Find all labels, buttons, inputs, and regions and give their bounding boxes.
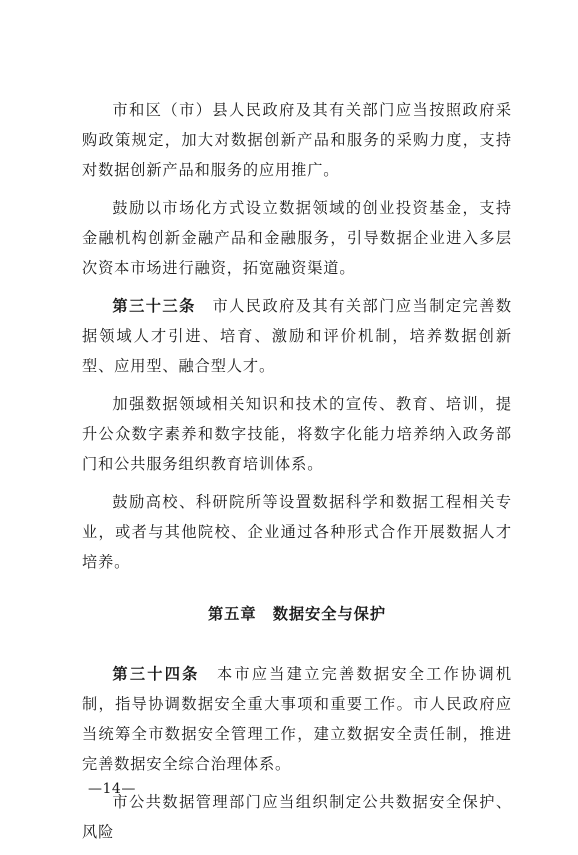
paragraph-talent-training xyxy=(82,487,512,577)
article-number: 第三十四条 xyxy=(112,665,200,683)
chapter-title: 第五章 数据安全与保护 xyxy=(207,605,387,623)
page-number: —14— xyxy=(88,781,136,797)
paragraph-text: 市和区（市）县人民政府及其有关部门应当按照政府采购政策规定，加大对数据创新产品和服务的采购力度，支持对数据创新产品和服务的应用推广。 xyxy=(82,101,512,179)
paragraph-text: 本市应当建立完善数据安全工作协调机制，指导协调数据安全重大事项和重要工作。市人民政府应当统筹全市数据安全管理工作，建立数据安全责任制，推进完善数据安全综合治理体系。 xyxy=(82,665,513,773)
document-body xyxy=(82,95,512,855)
paragraph-article-34 xyxy=(82,659,512,779)
paragraph-text: 加强数据领域相关知识和技术的宣传、教育、培训，提升公众数字素养和数字技能，将数字化能力培养纳入政务部门和公共服务组织教育培训体系。 xyxy=(82,395,512,473)
paragraph-digital-literacy xyxy=(82,389,512,479)
article-number: 第三十三条 xyxy=(112,297,196,315)
paragraph-public-data-security xyxy=(82,787,512,847)
paragraph-article-33 xyxy=(82,291,512,381)
paragraph-investment-fund xyxy=(82,193,512,283)
paragraph-text: 市公共数据管理部门应当组织制定公共数据安全保护、风险 xyxy=(82,793,512,841)
paragraph-text: 市人民政府及其有关部门应当制定完善数据领域人才引进、培育、激励和评价机制，培养数据创新型、应用型、融合型人才。 xyxy=(82,297,512,375)
paragraph-procurement xyxy=(82,95,512,185)
paragraph-text: 鼓励以市场化方式设立数据领域的创业投资基金，支持金融机构创新金融产品和金融服务，引导数据企业进入多层次资本市场进行融资，拓宽融资渠道。 xyxy=(82,199,512,277)
paragraph-text: 鼓励高校、科研院所等设置数据科学和数据工程相关专业，或者与其他院校、企业通过各种形式合作开展数据人才培养。 xyxy=(82,493,512,571)
